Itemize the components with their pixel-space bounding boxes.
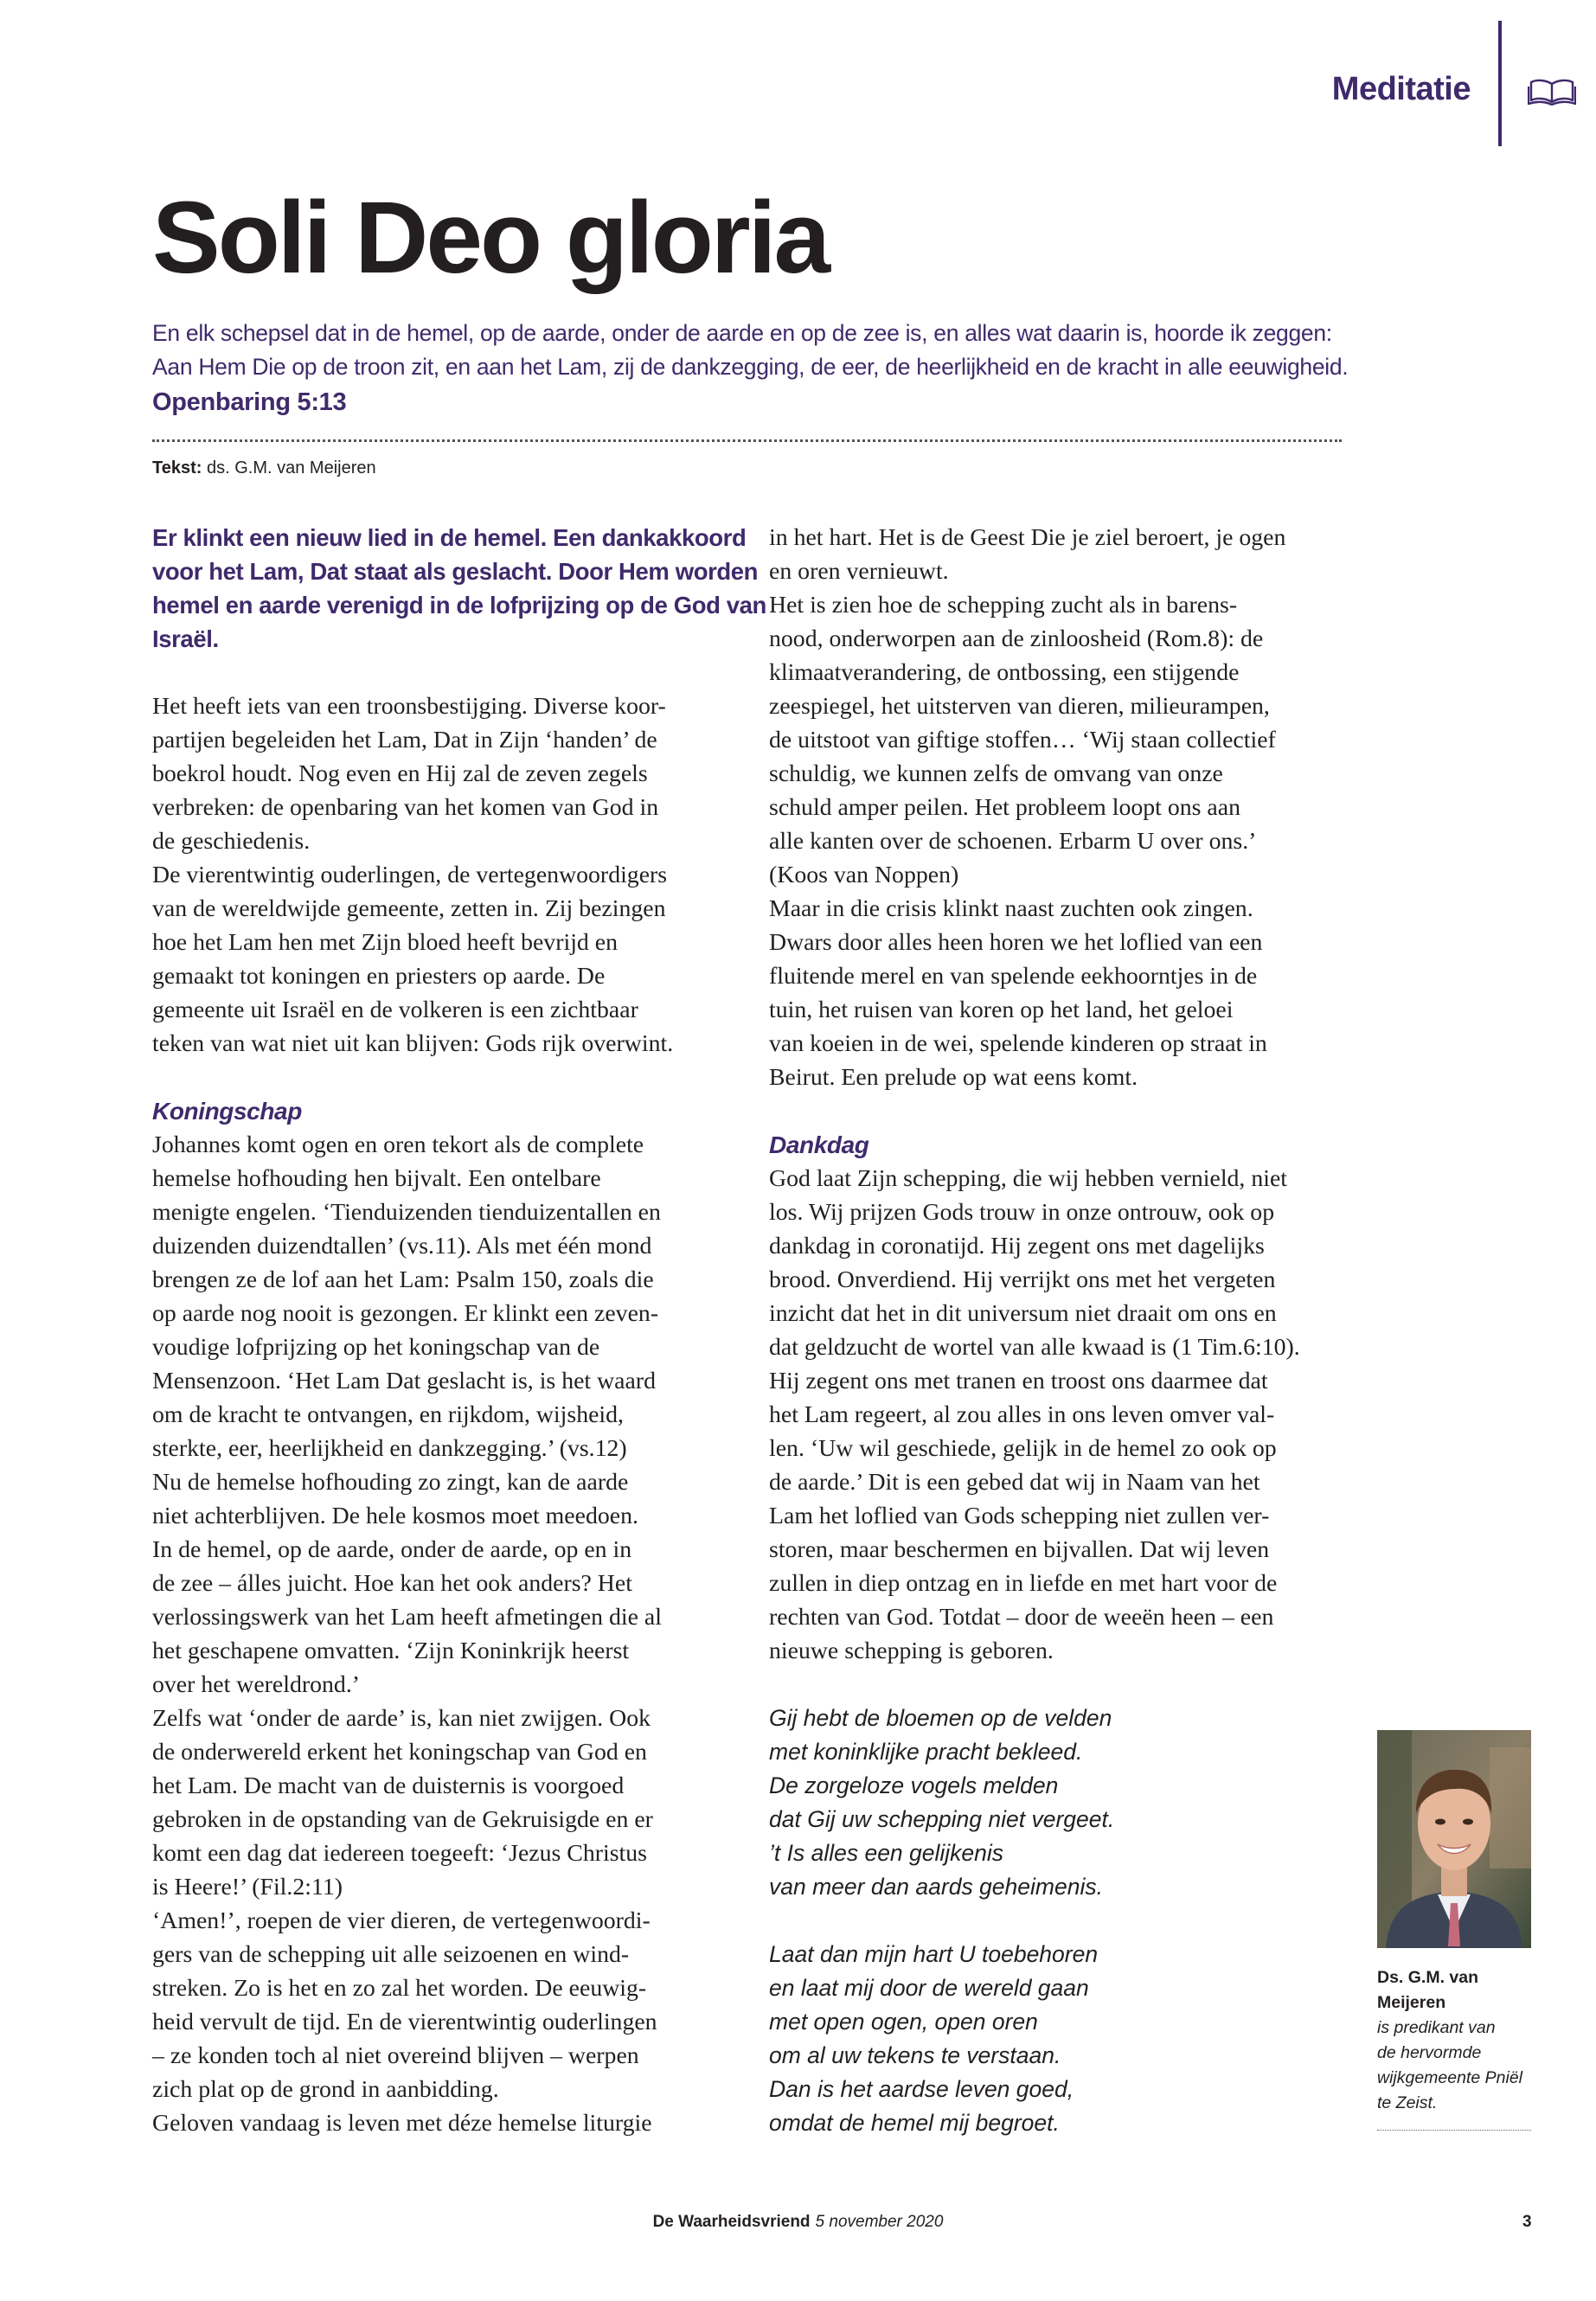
- author-name-line: Ds. G.M. van: [1377, 1968, 1479, 1987]
- text-line: heid vervult de tijd. En de vierentwintig ouderlingen: [152, 2009, 657, 2035]
- text-line: Lam het loflied van Gods schepping niet zullen ver-: [769, 1503, 1270, 1529]
- footer: [0, 2213, 1596, 2232]
- text-line: rechten van God. Totdat – door de weeën heen – een: [769, 1604, 1274, 1631]
- text-line: Hij zegent ons met tranen en troost ons daarmee dat: [769, 1368, 1268, 1394]
- text-line: ’t Is alles een gelijkenis: [769, 1840, 1004, 1866]
- text-line: inzicht dat het in dit universum niet draait om ons en: [769, 1300, 1277, 1327]
- text-line: – ze konden toch al niet overeind blijven – werpen: [152, 2042, 639, 2069]
- text-line: teken van wat niet uit kan blijven: Gods rijk overwint.: [152, 1030, 674, 1057]
- text-line: (Koos van Noppen): [769, 862, 959, 888]
- text-line: tuin, het ruisen van koren op het land, het geloei: [769, 997, 1234, 1023]
- intro-line: voor het Lam, Dat staat als geslacht. Door Hem worden: [152, 558, 759, 585]
- body-paragraph: [152, 1128, 723, 2140]
- text-line: schuld amper peilen. Het probleem loopt ons aan: [769, 794, 1240, 821]
- body-paragraph: [152, 689, 723, 1061]
- text-line: verlossingswerk van het Lam heeft afmetingen die al: [152, 1604, 662, 1631]
- text-line: schuldig, we kunnen zelfs de omvang van onze: [769, 760, 1223, 787]
- text-line: om de kracht te ontvangen, en rijkdom, wijsheid,: [152, 1401, 624, 1428]
- author-photo: [1377, 1730, 1531, 1948]
- text-line: Het is zien hoe de schepping zucht als in barens-: [769, 592, 1238, 619]
- text-line: De vierentwintig ouderlingen, de vertegenwoordigers: [152, 862, 668, 888]
- text-line: Maar in die crisis klinkt naast zuchten ook zingen.: [769, 895, 1253, 922]
- author-desc-line: de hervormde: [1377, 2043, 1482, 2062]
- text-line: en oren vernieuwt.: [769, 558, 949, 585]
- text-line: Nu de hemelse hofhouding zo zingt, kan de aarde: [152, 1469, 629, 1496]
- header-divider: [1498, 21, 1502, 146]
- author-caption: [1377, 1965, 1531, 2116]
- caption-divider: [1377, 2130, 1531, 2131]
- text-line: dankdag in coronatijd. Hij zegent ons met dagelijks: [769, 1233, 1265, 1259]
- text-line: Dwars door alles heen horen we het loflied van een: [769, 929, 1263, 956]
- text-line: en laat mij door de wereld gaan: [769, 1975, 1089, 2001]
- article-title: Soli Deo gloria: [152, 181, 829, 295]
- text-line: gemaakt tot koningen en priesters op aarde. De: [152, 963, 606, 990]
- text-line: niet achterblijven. De hele kosmos moet meedoen.: [152, 1503, 638, 1529]
- verse-reference: Openbaring 5:13: [152, 388, 347, 416]
- text-line: de uitstoot van giftige stoffen… ‘Wij staan collectief: [769, 727, 1276, 753]
- text-line: nieuwe schepping is geboren.: [769, 1638, 1054, 1664]
- author-desc-line: wijkgemeente Pniël: [1377, 2068, 1523, 2087]
- text-line: zullen in diep ontzag en in liefde en met hart voor de: [769, 1570, 1278, 1597]
- text-line: klimaatverandering, de ontbossing, een stijgende: [769, 659, 1240, 686]
- text-line: alle kanten over de schoenen. Erbarm U over ons.’: [769, 828, 1257, 855]
- subheading-koningschap: Koningschap: [152, 1098, 302, 1125]
- text-line: duizenden duizendtallen’ (vs.11). Als met één mond: [152, 1233, 652, 1259]
- text-line: de aarde.’ Dit is een gebed dat wij in Naam van het: [769, 1469, 1260, 1496]
- text-line: ‘Amen!’, roepen de vier dieren, de vertegenwoordi-: [152, 1907, 651, 1934]
- text-line: van koeien in de wei, spelende kinderen op straat in: [769, 1030, 1267, 1057]
- text-line: Beirut. Een prelude op wat eens komt.: [769, 1064, 1138, 1091]
- text-line: op aarde nog nooit is gezongen. Er klinkt een zeven-: [152, 1300, 659, 1327]
- text-line: Gij hebt de bloemen op de velden: [769, 1705, 1112, 1731]
- text-line: brengen ze de lof aan het Lam: Psalm 150, zoals die: [152, 1266, 654, 1293]
- text-line: Zelfs wat ‘onder de aarde’ is, kan niet zwijgen. Ook: [152, 1705, 651, 1732]
- text-line: Laat dan mijn hart U toebehoren: [769, 1941, 1099, 1967]
- author-name-line: Meijeren: [1377, 1993, 1446, 2012]
- text-line: Johannes komt ogen en oren tekort als de complete: [152, 1131, 644, 1158]
- intro-paragraph: [152, 521, 766, 656]
- publication-name: De Waarheidsvriend: [652, 2213, 811, 2231]
- text-line: zich plat op de grond in aanbidding.: [152, 2076, 499, 2103]
- text-line: gemeente uit Israël en de volkeren is een zichtbaar: [152, 997, 638, 1023]
- text-line: los. Wij prijzen Gods trouw in onze ontrouw, ook op: [769, 1199, 1275, 1226]
- text-line: komt een dag dat iedereen toegeeft: ‘Jezus Christus: [152, 1840, 647, 1867]
- verse-line: Aan Hem Die op de troon zit, en aan het Lam, zij de dankzegging, de eer, de heerlijkheid en de kracht in alle eeuwigheid.: [152, 354, 1349, 380]
- text-line: is Heere!’ (Fil.2:11): [152, 1874, 343, 1900]
- text-line: van meer dan aards geheimenis.: [769, 1874, 1103, 1900]
- text-line: Geloven vandaag is leven met déze hemelse liturgie: [152, 2110, 652, 2137]
- text-line: over het wereldrond.’: [152, 1671, 361, 1698]
- body-paragraph: [769, 1162, 1340, 1668]
- text-line: Mensenzoon. ‘Het Lam Dat geslacht is, is het waard: [152, 1368, 657, 1394]
- text-line: de zee – álles juicht. Hoe kan het ook anders? Het: [152, 1570, 632, 1597]
- bible-verse: [152, 317, 1363, 420]
- column-left: [152, 521, 766, 2140]
- publication-date: 5 november 2020: [815, 2213, 944, 2231]
- text-line: hemelse hofhouding hen bijvalt. Een ontelbare: [152, 1165, 601, 1192]
- section-label: Meditatie: [1331, 71, 1471, 107]
- text-line: dat Gij uw schepping niet vergeet.: [769, 1806, 1115, 1832]
- text-line: met open ogen, open oren: [769, 2009, 1038, 2035]
- text-line: De zorgeloze vogels melden: [769, 1772, 1059, 1798]
- text-line: met koninklijke pracht bekleed.: [769, 1739, 1083, 1765]
- author-desc-line: is predikant van: [1377, 2018, 1496, 2037]
- byline-label: Tekst:: [152, 458, 202, 478]
- text-line: brood. Onverdiend. Hij verrijkt ons met het vergeten: [769, 1266, 1276, 1293]
- text-line: In de hemel, op de aarde, onder de aarde, op en in: [152, 1536, 632, 1563]
- text-line: hoe het Lam hen met Zijn bloed heeft bevrijd en: [152, 929, 618, 956]
- text-line: de onderwereld erkent het koningschap van God en: [152, 1739, 647, 1766]
- text-line: zeespiegel, het uitsterven van dieren, milieurampen,: [769, 693, 1270, 720]
- text-line: menigte engelen. ‘Tienduizenden tienduizentallen en: [152, 1199, 661, 1226]
- text-line: streken. Zo is het en zo zal het worden. De eeuwig-: [152, 1975, 647, 2002]
- text-line: nood, onderworpen aan de zinloosheid (Rom.8): de: [769, 625, 1264, 652]
- open-book-icon: [1528, 78, 1576, 106]
- text-line: fluitende merel en van spelende eekhoorntjes in de: [769, 963, 1258, 990]
- text-line: Het heeft iets van een troonsbestijging. Diverse koor-: [152, 693, 666, 720]
- text-line: gers van de schepping uit alle seizoenen en wind-: [152, 1941, 630, 1968]
- text-line: omdat de hemel mij begroet.: [769, 2110, 1060, 2136]
- intro-line: Er klinkt een nieuw lied in de hemel. Een dankakkoord: [152, 524, 747, 551]
- text-line: voudige lofprijzing op het koningschap van de: [152, 1334, 600, 1361]
- text-line: sterkte, eer, heerlijkheid en dankzegging.’ (vs.12): [152, 1435, 627, 1462]
- text-line: het geschapene omvatten. ‘Zijn Koninkrijk heerst: [152, 1638, 630, 1664]
- body-paragraph: [769, 521, 1340, 1094]
- text-line: Dan is het aardse leven goed,: [769, 2076, 1074, 2102]
- text-line: het Lam. De macht van de duisternis is voorgoed: [152, 1772, 625, 1799]
- text-line: gebroken in de opstanding van de Gekruisigde en er: [152, 1806, 653, 1833]
- intro-line: Israël.: [152, 625, 219, 652]
- poem-stanza: [769, 1938, 1340, 2140]
- page-number: 3: [1522, 2213, 1532, 2231]
- author-desc-line: te Zeist.: [1377, 2093, 1438, 2112]
- poem: [769, 1702, 1340, 2140]
- verse-line: En elk schepsel dat in de hemel, op de aarde, onder de aarde en op de zee is, en alles wat daarin is, hoorde ik zeggen:: [152, 320, 1332, 346]
- text-line: om al uw tekens te verstaan.: [769, 2042, 1061, 2068]
- text-line: storen, maar beschermen en bijvallen. Dat wij leven: [769, 1536, 1270, 1563]
- column-right: [769, 521, 1340, 2140]
- subheading-dankdag: Dankdag: [769, 1131, 869, 1158]
- poem-stanza: [769, 1702, 1340, 1904]
- intro-line: hemel en aarde verenigd in de lofprijzing op de God van: [152, 592, 766, 619]
- text-line: de geschiedenis.: [152, 828, 311, 855]
- dotted-divider: [152, 439, 1342, 442]
- text-line: het Lam regeert, al zou alles in ons leven omver val-: [769, 1401, 1275, 1428]
- text-line: partijen begeleiden het Lam, Dat in Zijn ‘handen’ de: [152, 727, 657, 753]
- text-line: in het hart. Het is de Geest Die je ziel beroert, je ogen: [769, 524, 1286, 551]
- text-line: len. ‘Uw wil geschiede, gelijk in de hemel zo ook op: [769, 1435, 1277, 1462]
- text-line: dat geldzucht de wortel van alle kwaad is (1 Tim.6:10).: [769, 1334, 1300, 1361]
- byline-author: ds. G.M. van Meijeren: [206, 458, 376, 478]
- byline: [152, 458, 376, 478]
- text-line: God laat Zijn schepping, die wij hebben vernield, niet: [769, 1165, 1288, 1192]
- text-line: boekrol houdt. Nog even en Hij zal de zeven zegels: [152, 760, 648, 787]
- text-line: van de wereldwijde gemeente, zetten in. Zij bezingen: [152, 895, 666, 922]
- text-line: verbreken: de openbaring van het komen van God in: [152, 794, 659, 821]
